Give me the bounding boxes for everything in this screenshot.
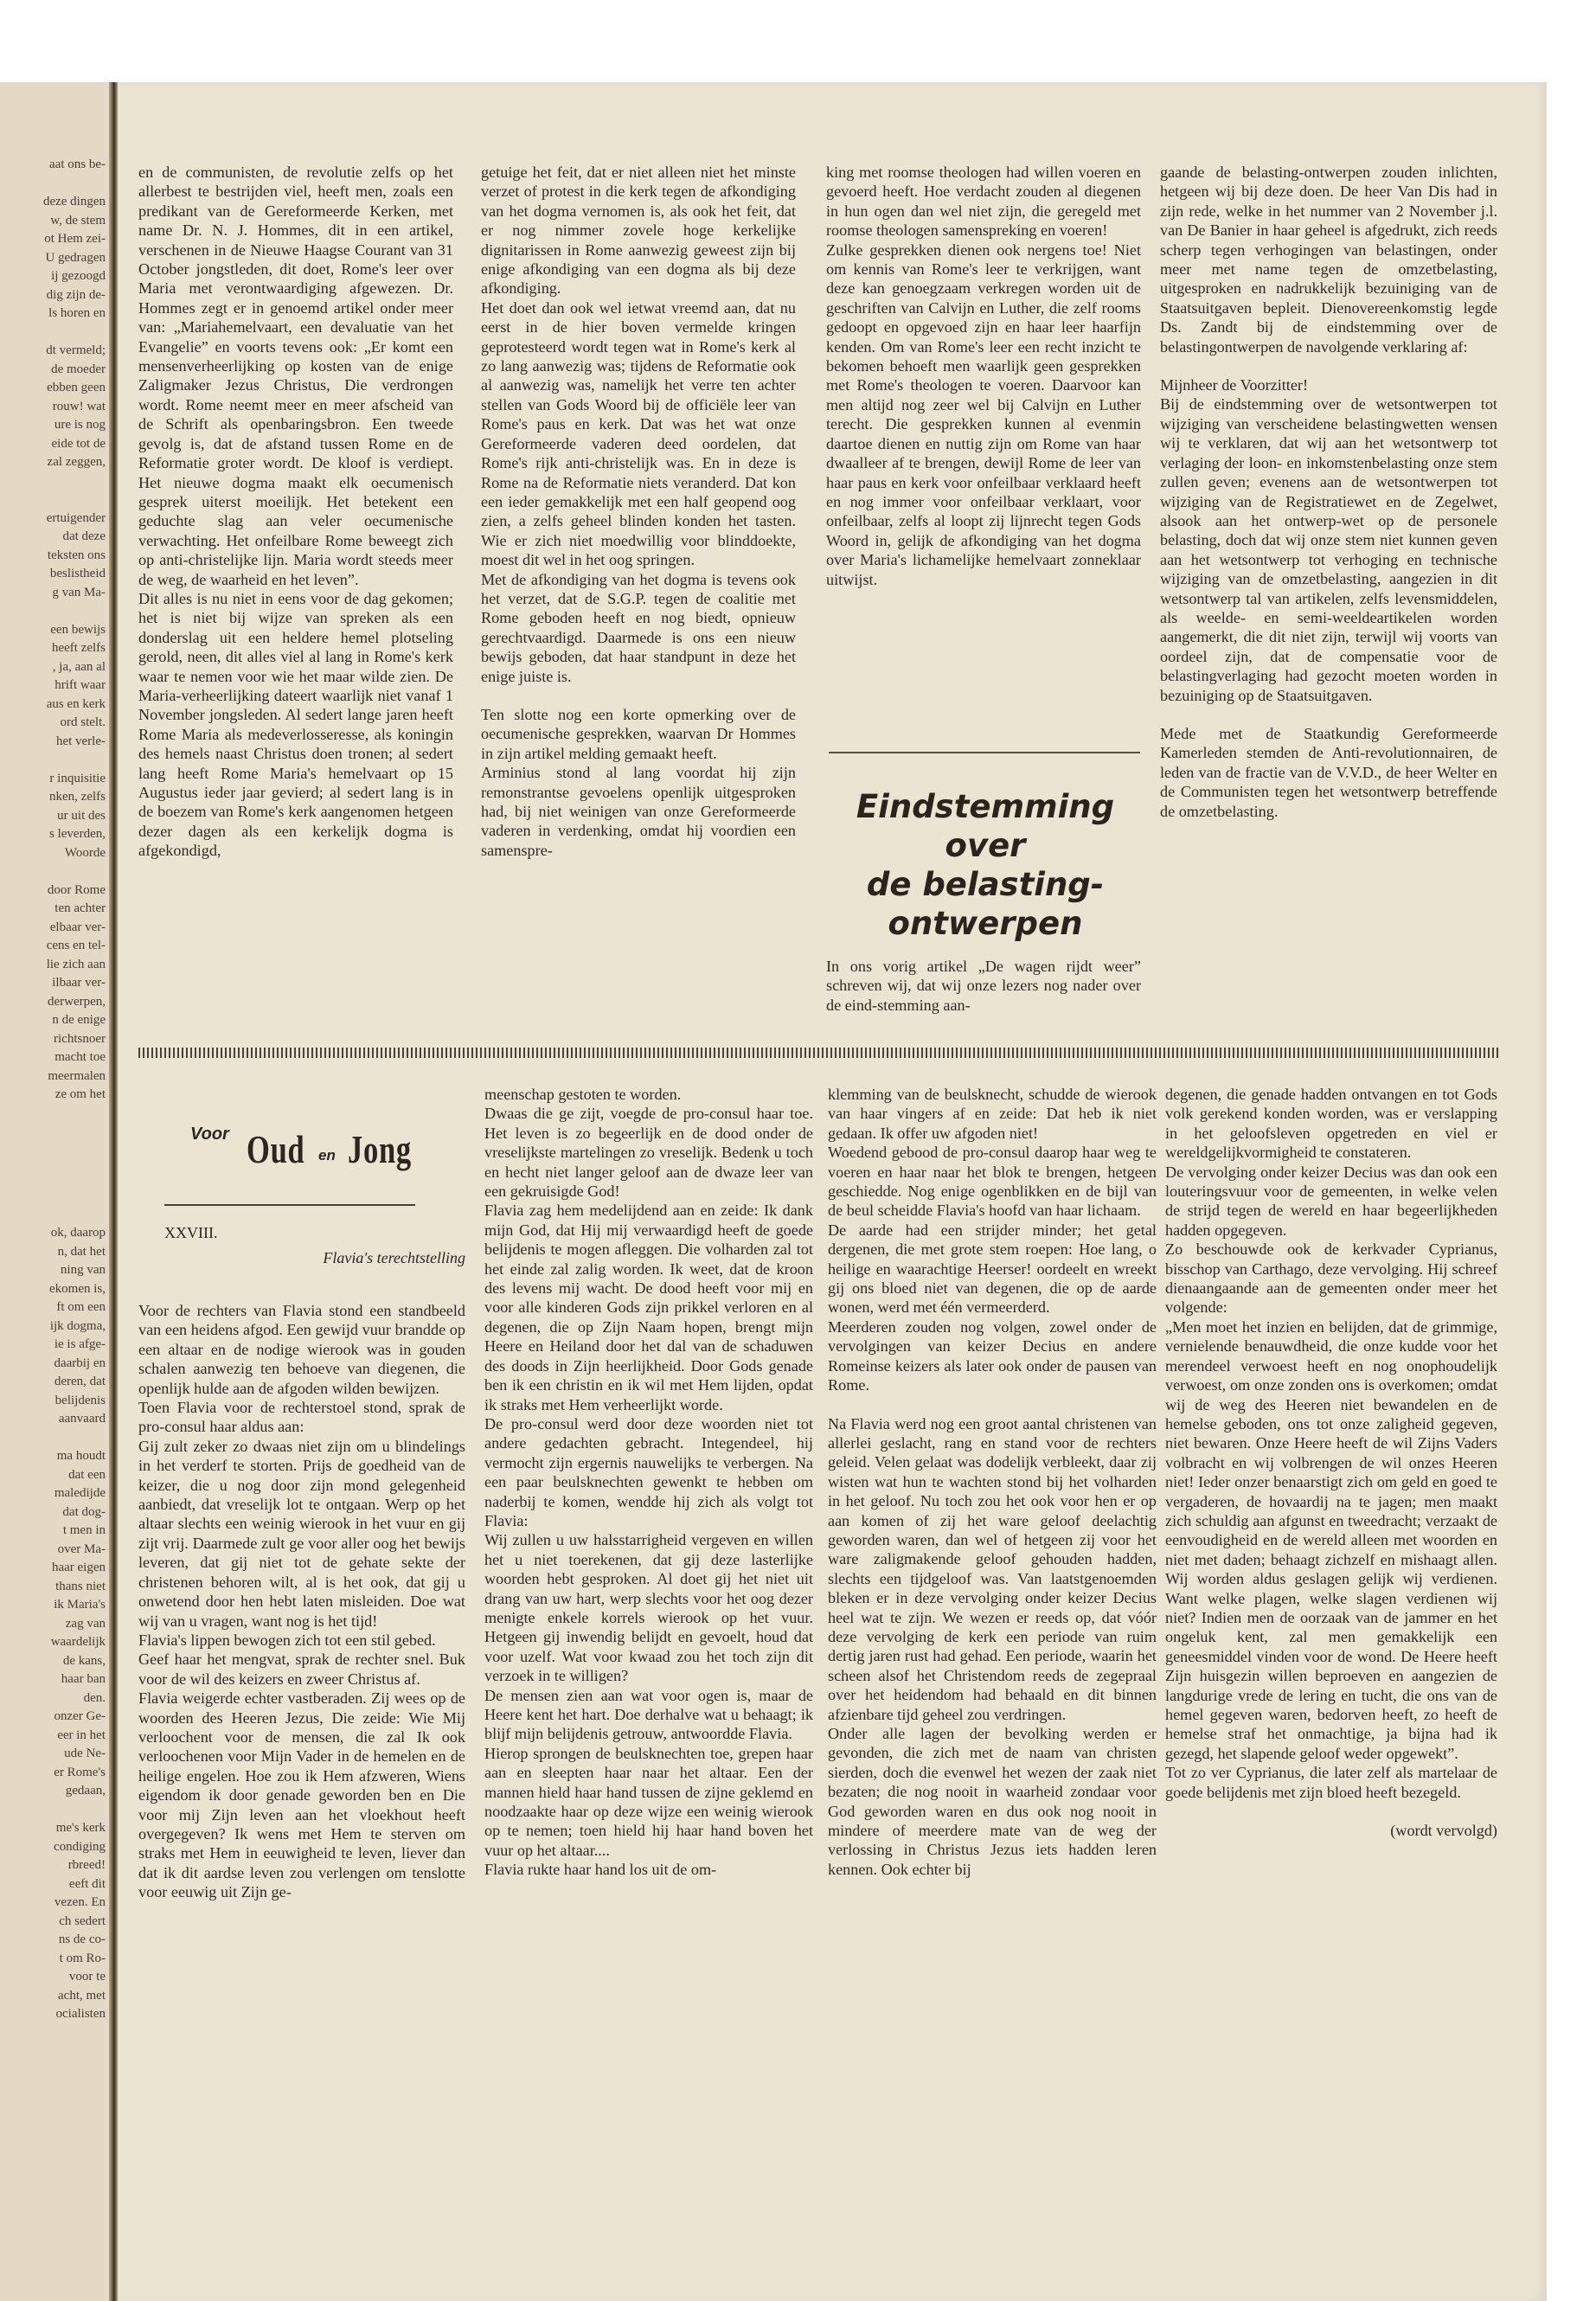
chapter-subtitle: Flavia's terechtstelling [323, 1249, 465, 1266]
previous-page-line: g van Ma- [52, 585, 106, 599]
previous-page-line: den. [83, 1690, 106, 1705]
previous-page-line: w, de stem [50, 213, 106, 228]
previous-page-line: de kans, [62, 1653, 106, 1668]
top-column-3 [826, 163, 1141, 589]
paragraph: Arminius stond al lang voordat hij zijn remonstrantse gevoelens openlijk uitgesproken had, bij niet weinigen van onze Gereformeerde vaderen in verdenking, omdat hij voordien een samenspre- [481, 764, 796, 859]
previous-page-line: ekomen is, [49, 1281, 106, 1296]
previous-page-line: Woorde [64, 845, 106, 860]
previous-page-line: thans niet [55, 1579, 106, 1593]
top-column-2 [481, 163, 796, 860]
paragraph: Wij zullen u uw halsstarrigheid vergeven en willen het u niet toerekenen, dat gij deze lasterlijke woorden hebt gesproken. Al doet gij het niet uit drang van uw hart, werp slechts voor het oog dezer menigte enkele korrels wierook op het vuur. Hetgeen gij inwendig belijdt en gevoelt, houd dat voor uzelf. Wat voor kwaad zou het toch zijn dit verzoek in te willigen? [484, 1531, 813, 1685]
previous-page-line: dig zijn de- [46, 287, 106, 302]
previous-page-line: ma houdt [56, 1449, 106, 1463]
previous-page-line: t om Ro- [59, 1951, 106, 1965]
previous-page-line: hrift waar [54, 678, 106, 692]
paragraph-gap [1160, 705, 1497, 724]
previous-page-line: haar ban [61, 1672, 106, 1686]
previous-page-line: ik Maria's [54, 1598, 106, 1612]
previous-page-line: ft om een [56, 1300, 106, 1314]
previous-page-line: U gedragen [45, 250, 106, 265]
previous-page-line: aat ons be- [49, 157, 106, 171]
chapter-number: XXVIII. [164, 1224, 218, 1241]
masthead-en: en [318, 1147, 336, 1163]
paragraph: Woedend gebood de pro-consul daarop haar weg te voeren en haar naar het blok te brengen, hetgeen geschiedde. Nog enige ogenblikken en de bijl van de beul scheidde Flavia's hoofd van haar lichaam. [828, 1144, 1157, 1220]
previous-page-line: lie zich aan [46, 957, 106, 971]
previous-page-line [0, 324, 106, 343]
previous-page-line: s leverden, [49, 827, 106, 841]
paragraph: Zo beschouwde ook de kerkvader Cyprianus, bisschop van Carthago, deze vervolging. Hij schreef dienaangaande aan de gemeenten onder meer het volgende: [1165, 1240, 1497, 1317]
previous-page-line: dat een [68, 1467, 106, 1482]
previous-page-line: er Rome's [54, 1765, 106, 1779]
heading-line: de belasting- [866, 866, 1105, 903]
previous-page-line: ord stelt. [60, 715, 106, 729]
paragraph: Voor de rechters van Flavia stond een standbeeld van een heidens afgod. Een gewijd vuur brandde op een altaar en de nodige wierook was in gouden schalen aanwezig ten behoeve van diegenen, die openlijk hulde aan de afgoden wilden bewijzen. [138, 1302, 465, 1397]
paragraph: Tot zo ver Cyprianus, die later zelf als martelaar de goede belijdenis met zijn bloed heeft bezegeld. [1165, 1764, 1497, 1801]
paragraph: Met de afkondiging van het dogma is tevens ook het verzet, dat de S.G.P. tegen de coalitie met Rome geboden heeft en nog biedt, opnieuw gerechtvaardigd. Daarmede is ons een nieuw bewijs geboden, dat haar standpunt in deze het enige juiste is. [481, 570, 796, 685]
previous-page-line: onzer Ge- [54, 1709, 106, 1723]
previous-page-line: ur uit des [57, 808, 106, 823]
paragraph: De vervolging onder keizer Decius was dan ook een louteringsvuur voor de gemeenten, in welke velen de strijd tegen de wereld en haar begeerlijkheden hadden opgegeven. [1165, 1163, 1497, 1239]
paragraph: De aarde had een strijder minder; het getal dergenen, die met grote stem roepen: Hoe lang, o heilige en waarachtige Heerser! oordeelt en wreekt gij ons bloed niet van degenen, die op de aarde wonen, werd met één vermeerderd. [828, 1221, 1157, 1317]
paragraph: Gij zult zeker zo dwaas niet zijn om u blindelings in het verderf te storten. Prijs de goedheid van de keizer, die u nog door zijn mond gelegenheid aanbiedt, dat vreselijk lot te ontgaan. Werp op het altaar slechts een weinig wierook in het vuur en gij zijt vrij. Daarmede zult ge voor aller oog het bewijs leveren, dat gij niet tot de gehate sekte der christenen behoren wilt, al is het ook, dat gij u onwetend door hen hebt laten misleiden. Doe wat wij van u vragen, want nog is het tijd! [138, 1437, 465, 1630]
previous-page-line: r inquisitie [49, 771, 106, 785]
voor-oud-en-jong-masthead [164, 1116, 450, 1198]
previous-page-line: condiging [54, 1839, 106, 1854]
paragraph: Dit alles is nu niet in eens voor de dag gekomen; het is niet bij wijze van spreken als een donderslag uit een heldere hemel plotseling gerold, neen, dit alles viel al lang in Rome's kerk waar te nemen voor wie het maar wilde zien. De Maria-verheerlijking dateert waarlijk niet vanaf 1 November jongsleden. Al sedert lange jaren heeft Rome Maria als medeverlosseresse, als koningin des hemels naast Christus doen tronen; al sedert lang heeft Rome Maria's hemelvaart op 15 Augustus ieder jaar gevierd; al sedert lang is in de boezem van Rome's kerk aangenomen hetgeen dezer dagen als een kerkelijk dogma is afgekondigd, [138, 589, 453, 860]
previous-page-line: ijk dogma, [49, 1318, 106, 1333]
previous-page-line: ie is afge- [54, 1337, 106, 1351]
paragraph: Hierop sprongen de beulsknechten toe, grepen haar aan en sleepten haar naar het altaar. Een der mannen hield haar hand tussen de zijne geklemd en noodzaakte haar op deze wijze een weinig wierook op te nemen; toen hield hij haar hand boven het vuur op het altaar.... [484, 1744, 813, 1859]
top-column-1 [138, 163, 453, 861]
paragraph: getuige het feit, dat er niet alleen niet het minste verzet of protest in die kerk tegen de afkondiging van het dogma vernomen is, als ook het feit, dat er nog nimmer zovele hoge kerkelijke dignitarissen in Rome aanwezig geweest zijn bij enige afkondiging van een dogma als bij deze afkondiging. [481, 163, 796, 298]
previous-page-edge [0, 82, 114, 2301]
previous-page-line: ebben geen [47, 381, 106, 394]
previous-page-line: heeft zelfs [51, 641, 106, 655]
to-be-continued: (wordt vervolgd) [1390, 1822, 1497, 1840]
previous-page-line: het verle- [55, 734, 106, 748]
paragraph: klemming van de beulsknecht, schudde de wierook van haar vingers af en zeide: Dat heb ik niet gedaan. Ik offer uw afgoden niet! [828, 1086, 1157, 1142]
paragraph-gap [828, 1395, 1157, 1414]
previous-page-line: ilbaar ver- [52, 976, 106, 990]
paragraph: Flavia rukte haar hand los uit de om- [484, 1861, 717, 1879]
previous-page-line: teksten ons [47, 548, 106, 562]
previous-page-line: me's kerk [55, 1821, 106, 1835]
previous-page-line: meermalen [48, 1068, 106, 1083]
paragraph: Flavia weigerde echter vastberaden. Zij wees op de woorden des Heeren Jezus, Die zeide: Wie Mij verloochent voor de mensen, die zal Ik ook verloochenen voor Mijn Vader in de hemelen en de heilige engelen. Hoe zou ik Hem afzweren, Wiens eigendom ik door genade geworden ben en Die voor mij Zijn leven aan het vloekhout heeft overgegeven? Ik wens met Hem te sterven om straks met Hem in eeuwigheid te leven, liever dan dat ik dit aardse leven zou verlengen om tenslotte voor eeuwig uit Zijn ge- [138, 1689, 465, 1901]
paragraph: „Men moet het inzien en belijden, dat de grimmige, vernielende benauwdheid, die onze kudde voor het merendeel verwoest heeft en nog onophoudelijk verwoest, om onze zonden ons is overkomen; omdat wij de weg des Heeren niet bewandelen en de hemelse geboden, ons tot onze zaligheid gegeven, niet bewaren. Onze Heere heeft de wil Zijns Vaders volbracht en wij volbrengen de wil onzes Heeren niet! Ieder onzer benaarstigt zich om geld en goed te vergaderen, de hovaardij na te jagen; men maakt zich schuldig aan afgunst en tweedracht; verzaakt de eenvoudigheid en de wereld alleen met woorden en niet met daden; behaagt zichzelf en mishaagt allen. Wij worden aldus geslagen gelijk wij verdienen. Want welke plagen, welke slagen verdienen wij niet? Indien men de oorzaak van de jammer en het ongeluk kent, zal men gemakkelijk een geneesmiddel vinden voor de wond. De Heere heeft Zijn huisgezin willen beproeven en aangezien de langdurige vrede de lering en tucht, die ons van de hemel gegeven waren, bedorven heeft, zo heeft de hemelse straf het onmachtige, ja bijna had ik gezegd, het slapende geloof weder opgewekt”. [1165, 1317, 1497, 1762]
previous-page-line: een bewijs [50, 622, 106, 637]
paragraph: Onder alle lagen der bevolking werden er gevonden, die zich met de naam van christen sierden, doch die evenwel het wezen der zaak niet bezaten; die nog nooit in waarheid zondaar voor God geworden waren en dus ook nog nooit in mindere of meerdere mate van de weg der verlossing in Christus Jezus iets hadden leren kennen. Ook echter bij [828, 1725, 1157, 1878]
previous-page-line: daarbij en [54, 1356, 106, 1370]
previous-page-line: acht, met [58, 1988, 106, 2003]
eindstemming-intro [826, 957, 1141, 1015]
previous-page-line [0, 490, 106, 510]
paragraph: degenen, die genade hadden ontvangen en tot Gods volk gerekend konden worden, was er verslapping in het geloofsleven opgetreden en viel er wereldgelijkvormigheid te constateren. [1165, 1086, 1497, 1162]
eindstemming-heading [817, 787, 1154, 943]
paragraph: gaande de belasting-ontwerpen zouden inlichten, hetgeen wij bij deze doen. De heer Van Dis had in zijn rede, welke in het nummer van 2 November j.l. van De Banier in haar geheel is afgedrukt, zich reeds scherp tegen verhogingen van belastingen, onder meer met name tegen de omzetbelasting, uitgesproken en nadrukkelijk bezuiniging van de Staatsuitgaven bepleit. Dienovereenkomstig legde Ds. Zandt bij de eindstemming over de belastingontwerpen de navolgende verklaring af: [1160, 163, 1497, 356]
paragraph: De pro-consul werd door deze woorden niet tot andere gedachten gebracht. Integendeel, hij vermocht zijn ergernis nauwelijks te verbergen. Na een paar beulsknechten gewenkt te hebben om naderbij te komen, wendde hij zich als volgt tot Flavia: [484, 1414, 813, 1529]
previous-page-line: zal zeggen, [47, 455, 106, 469]
previous-page-line [0, 862, 106, 881]
previous-page-line: nken, zelfs [49, 790, 106, 804]
previous-page-line [0, 472, 106, 491]
previous-page-line: t men in [62, 1523, 106, 1537]
page-fold [109, 82, 118, 2301]
previous-page-line: door Rome [47, 882, 106, 897]
previous-page-line: ns de co- [58, 1932, 106, 1946]
paragraph: Het doet dan ook wel ietwat vreemd aan, dat nu eerst in de hier boven vermelde kringen geprotesteerd wordt tegen wat in Rome's kerk al zo lang aanwezig was; tijdens de Reformatie ook al aanwezig was, namelijk het verre ten achter stellen van Gods Woord bij de officiële leer van Rome's paus en kerk. Dat was het wat onze Gereformeerde vaderen deed oordelen, dat Rome's rijk anti-christelijk was. En in deze is Rome na de Reformatie niets veranderd. Dat kon een ieder gemakkelijk met een half geopend oog zien, a zelfs geheel blinden konden het tasten. Wie er zich niet moedwillig voor blinddoekte, moest dit wel in het oog springen. [481, 298, 796, 569]
previous-page-line: derwerpen, [47, 994, 106, 1009]
masthead-voor: Voor [190, 1125, 229, 1144]
heading-line: Eindstemming over [856, 788, 1115, 864]
paragraph: Bij de eindstemming over de wetsontwerpen tot wijziging van verscheidene belastingwetten wensen wij te verklaren, dat wij aan het wetsontwerp tot verlaging der loon- en inkomstenbelasting onze stem zullen geven; evenens aan de wetsontwerpen tot wijziging van de Registratiewet en de Zegelwet, alsook aan het ontwerp-wet op de personele belasting, doch dat wij onze stem niet kunnen geven aan het wetsontwerp tot verhoging en technische wijziging van de omzetbelasting, aangezien in dit wetsontwerp tal van artikelen, zelfs levensmiddelen, als weelde- en semi-weeldeartikelen worden aangemerkt, die dit niet zijn, terwijl wij voorts van oordeel zijn, dat de compensatie voor de belastingverlaging had gezocht moeten worden in bezuiniging op de Staatsuitgaven. [1160, 395, 1497, 704]
previous-page-line: ij gezoogd [51, 269, 106, 283]
paragraph-gap [1160, 356, 1497, 375]
previous-page-line: richtsnoer [54, 1031, 106, 1046]
previous-page-line: ch sedert [59, 1913, 106, 1928]
previous-page-line: ude Ne- [64, 1747, 106, 1760]
previous-page-line: eeft dit [68, 1876, 106, 1891]
previous-page-line: waardelijk [50, 1635, 106, 1649]
previous-page-line: eide tot de [51, 436, 106, 451]
previous-page-line: beslistheid [49, 567, 106, 580]
bottom-column-4 [1165, 1085, 1497, 1840]
previous-page-line: zag van [65, 1616, 106, 1631]
previous-page-line: deren, dat [54, 1375, 106, 1388]
paragraph: Mijnheer de Voorzitter! [1160, 376, 1309, 394]
bottom-column-1 [138, 1301, 465, 1902]
masthead-rule [164, 1204, 415, 1206]
previous-page-line: elbaar ver- [49, 920, 106, 934]
paragraph: Mede met de Staatkundig Gereformeerde Kamerleden stemden de Anti-revolutionnairen, de leden van de fractie van de V.V.D., de heer Welter en de Communisten tegen het wetsontwerp betreffende de omzetbelasting. [1160, 724, 1497, 820]
top-column-4 [1160, 163, 1497, 821]
paragraph-gap [1165, 1802, 1497, 1821]
paragraph: In ons vorig artikel „De wagen rijdt weer” schreven wij, dat wij onze lezers nog nader over de eind-stemming aan- [826, 958, 1141, 1014]
previous-page-line: n de enige [52, 1013, 106, 1027]
previous-page-line: dat dog- [62, 1504, 106, 1519]
previous-page-line [0, 751, 106, 770]
paragraph: Toen Flavia voor de rechterstoel stond, sprak de pro-consul haar aldus aan: [138, 1399, 465, 1436]
previous-page-bottom-text [0, 1224, 106, 2024]
bottom-column-3 [828, 1085, 1157, 1879]
previous-page-line: voor te [68, 1970, 106, 1984]
previous-page-line: ot Hem zei- [44, 232, 106, 246]
paragraph: meenschap gestoten te worden. [484, 1086, 682, 1103]
heading-line: ontwerpen [888, 905, 1083, 942]
paragraph: en de communisten, de revolutie zelfs op het allerbest te bestrijden viel, heeft men, zoals een predikant van de Gereformeerde Kerken, met name Dr. N. J. Hommes, dit in een artikel, verschenen in de Nieuwe Haagse Courant van 31 October jongstleden, dit doet, Rome's leer over Maria met verontwaardiging afgewezen. Dr. Hommes zegt er in genoemd artikel onder meer van: „Mariahemelvaart, een devaluatie van het Evangelie” en voorts tevens ook: „Er komt een mensenverheerlijking op kosten van de enige Zaligmaker Jezus Christus, Die verdrongen wordt. Rome neemt meer en meer afscheid van de Schrift als openbaringsbron. Een tweede gevolg is, dat de afstand tussen Rome en de Reformatie groter wordt. De kloof is verdiept. Het nieuwe dogma maakt elk oecumenisch gesprek uiterst moeilijk. Het betekent een geduchte slag aan veler oecumenische verwachting. Het onfeilbare Rome beweegt zich op anti-christelijke lijn. Maria wordt steeds meer de weg, de waarheid en het leven”. [138, 163, 453, 588]
previous-page-line: ure is nog [54, 418, 106, 432]
paragraph: De mensen zien aan wat voor ogen is, maar de Heere kent het hart. Doe derhalve wat u behaagt; ik blijf mijn belijdenis getrouw, antwoordde Flavia. [484, 1686, 813, 1743]
previous-page-line: ok, daarop [50, 1226, 106, 1240]
previous-page-line: aanvaard [58, 1412, 106, 1426]
previous-page-line: rbreed! [67, 1858, 106, 1872]
previous-page-line: ze om het [54, 1087, 106, 1101]
paragraph: Zulke gesprekken dienen ook nergens toe! Niet om kennis van Rome's leer te verkrijgen, want deze kan genoegzaam verkregen worden uit de geschriften van Calvijn en Luther, die zelf rooms gedoopt en opgevoed zijn en haar leer haarfijn kenden. Om van Rome's leer een recht inzicht te bekomen behoeft men waarlijk geen gesprekken met Rome's theologen te voeren. Daarvoor kan men altijd nog zeer wel bij Calvijn en Luther terecht. Die gesprekken kunnen al evenmin daartoe dienen en nuttig zijn om Rome van haar dwaalleer af te brengen, dewijl Rome de leer van haar paus en kerk voor onfeilbaar verklaard heeft en nog immer voor onfeilbaar verklaart, voor onfeilbaar, zelfs al loopt zij lijnrecht tegen Gods Woord in, gelijk de afkondiging van het dogma over Maria's lichamelijke hemelvaart zonneklaar uitwijst. [826, 240, 1141, 588]
paragraph: Meerderen zouden nog volgen, zowel onder de vervolgingen van keizer Decius en andere Romeinse keizers als later ook onder de pausen van Rome. [828, 1317, 1157, 1394]
column-divider-rule [829, 752, 1140, 753]
previous-page-line: over Ma- [57, 1541, 106, 1556]
previous-page-line: aus en kerk [46, 696, 106, 711]
previous-page-top-text [0, 156, 106, 1105]
previous-page-line: gedaan, [65, 1784, 106, 1798]
paragraph: king met roomse theologen had willen voeren en gevoerd heeft. Hoe verdacht zouden al diegenen in hun ogen dan wel niet zijn, die geregeld met roomse theologen samenspreking en voeren! [826, 163, 1141, 240]
previous-page-line: eer in het [57, 1727, 106, 1742]
previous-page-line: belijdenis [54, 1393, 106, 1407]
paragraph: Geef haar het mengvat, sprak de rechter snel. Buk voor de wil des keizers en zweer Christus af. [138, 1650, 465, 1688]
previous-page-line: macht toe [54, 1050, 106, 1064]
previous-page-line: dt vermeld; [46, 343, 106, 357]
previous-page-line: ten achter [54, 901, 106, 915]
paragraph: Flavia zag hem medelijdend aan en zeide: Ik dank mijn God, dat Hij mij verwaardigd heeft de goede belijdenis te mogen afleggen. Die volharden zal tot het einde zal zalig worden. Ik weet, dat de kroon des levens mij wacht. De dood heeft voor mij en voor alle kinderen Gods zijn prikkel verloren en al degenen, die op Zijn Naam hopen, brengt mijn Heere en Heiland door het dal van de schaduwen des doods in Zijn heerlijkheid. Door Gods genade ben ik een christin en ik wil met Hem lijden, opdat ik straks met Hem verheerlijkt worde. [484, 1202, 813, 1413]
previous-page-line: vezen. En [54, 1895, 106, 1909]
previous-page-line: ning van [60, 1263, 106, 1277]
previous-page-line: ocialisten [55, 2007, 106, 2021]
previous-page-line: ertuigender [46, 510, 106, 525]
previous-page-line: haar eigen [51, 1561, 106, 1574]
paragraph: Na Flavia werd nog een groot aantal christenen van allerlei geslacht, rang en stand voor de rechters geleid. Velen gelaat was dodelijk verbleekt, daar zij wisten wat hun te wachten stond bij het volharden in het geloof. Nu toch zou het ook voor hen er op aan komen of zij het ware geloof deelachtig geworden waren, dan wel of hetgeen zij voor het ware zaligmakende geloof gehouden hadden, slechts een tijdgeloof was. Van laatstgenoemden bleken er in deze vervolging onder keizer Decius heel wat te zijn. We wezen er reeds op, dat vóór deze vervolging de kerk een periode van ruim dertig jaren rust had gehad. Een periode, waarin het scheen alsof het Christendom reeds de zegepraal over het heidendom had behaald en dit binnen afzienbare tijd geheel zou verdringen. [828, 1414, 1157, 1723]
paragraph-gap [481, 686, 796, 705]
section-separator [138, 1048, 1501, 1058]
previous-page-line: , ja, aan al [52, 659, 106, 674]
masthead-jong: Jong [348, 1127, 412, 1171]
previous-page-line [0, 175, 106, 194]
paragraph: Dwaas die ge zijt, voegde de pro-consul haar toe. Het leven is zo begeerlijk en de dood onder de vreselijkste martelingen zo vreselijk. Bedenk u toch en hecht niet langer geloof aan de dwaze leer van een gekruisigde God! [484, 1105, 813, 1201]
previous-page-line [0, 1801, 106, 1820]
masthead-oud: Oud [247, 1127, 305, 1171]
previous-page-line [0, 602, 106, 621]
previous-page-line [0, 1429, 106, 1448]
previous-page-line: dat deze [62, 529, 106, 543]
previous-page-line: rouw! wat [52, 399, 106, 413]
paragraph: Flavia's lippen bewogen zich tot een stil gebed. [138, 1631, 436, 1649]
previous-page-line: ls horen en [48, 306, 106, 320]
previous-page-line: maledijde [54, 1486, 106, 1500]
paragraph: Ten slotte nog een korte opmerking over de oecumenische gesprekken, waarvan Dr Hommes in zijn artikel melding gemaakt heeft. [481, 705, 796, 762]
bottom-column-2 [484, 1085, 813, 1880]
previous-page-line: de moeder [51, 362, 106, 376]
previous-page-line: cens en tel- [46, 939, 106, 952]
previous-page-line: n, dat het [57, 1244, 106, 1259]
previous-page-line: deze dingen [42, 195, 106, 208]
